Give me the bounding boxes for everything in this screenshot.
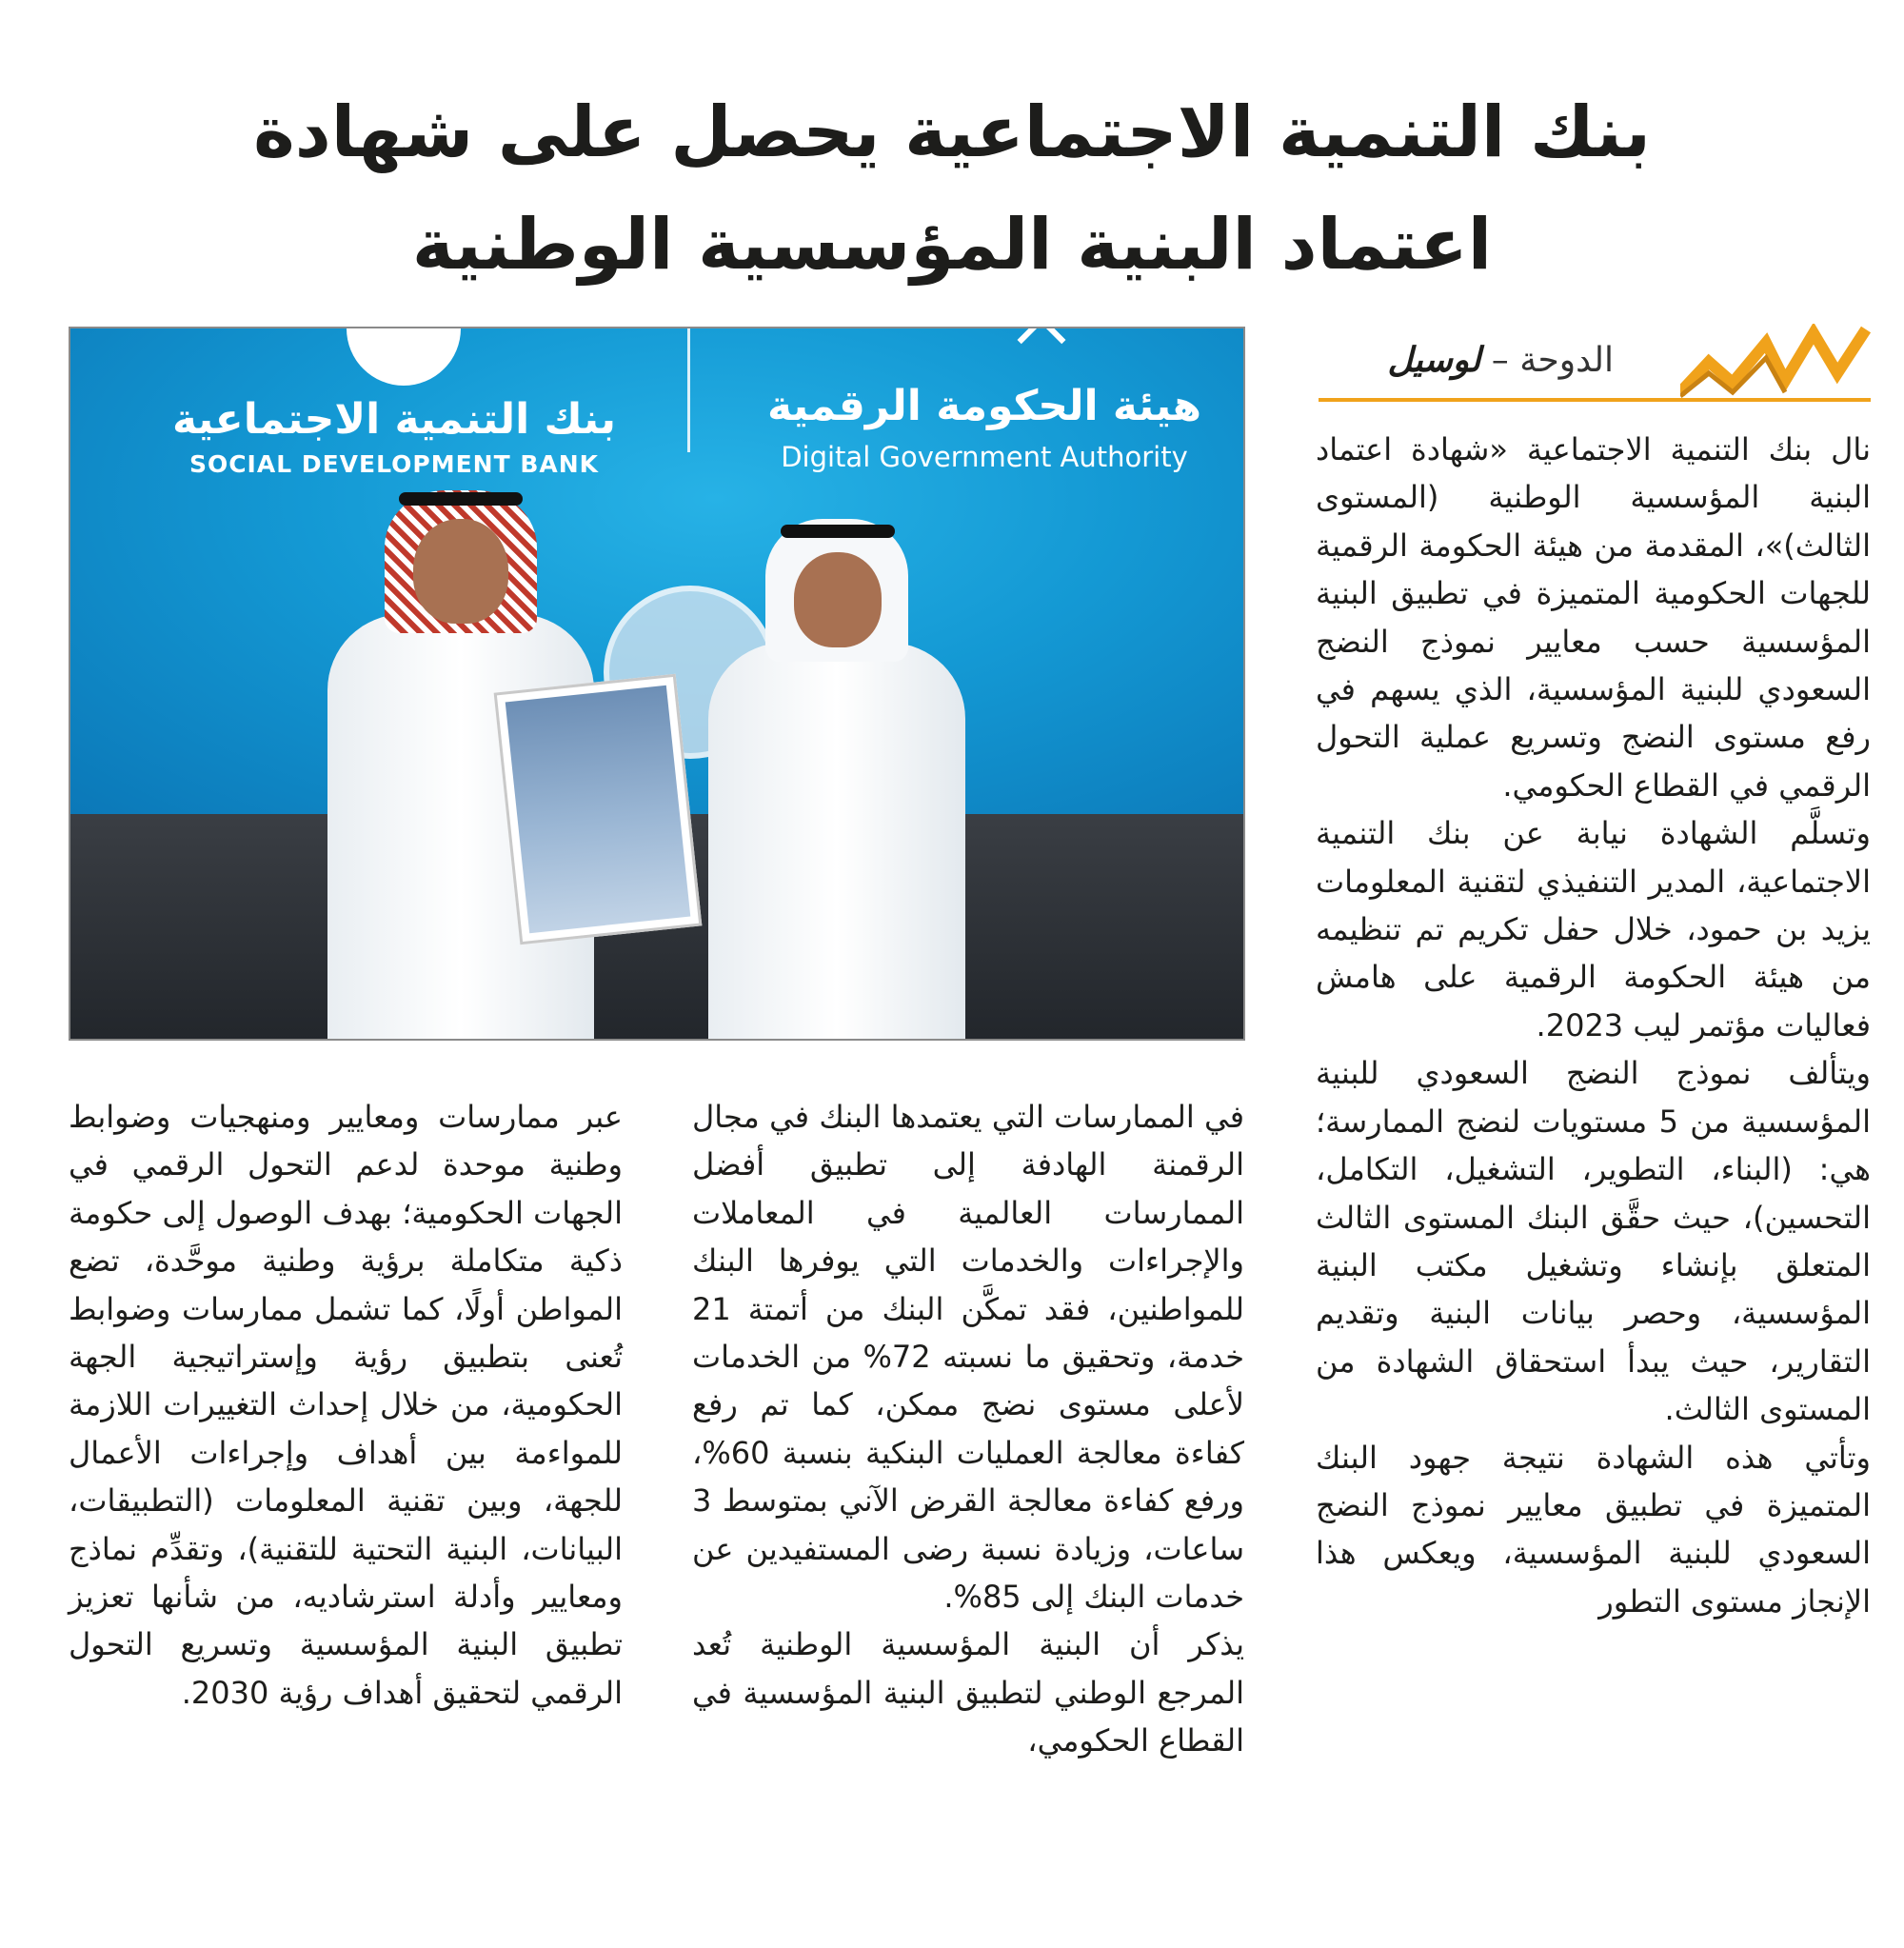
- source-line: [1319, 324, 1871, 402]
- dga-arabic-name: هيئة الحكومة الرقمية: [766, 382, 1202, 430]
- certificate-frame: [494, 674, 703, 945]
- paragraph: وتأتي هذه الشهادة نتيجة جهود البنك المتميزة في تطبيق معايير نموذج النضج السعودي للبنية المؤسسية، ويعكس هذا الإنجاز مستوى التطور: [1316, 1439, 1871, 1620]
- source-separator: –: [1480, 341, 1520, 380]
- article-column-middle: [692, 1093, 1244, 1765]
- source-label: [1319, 341, 1614, 380]
- paragraph: يذكر أن البنية المؤسسية الوطنية تُعد المرجع الوطني لتطبيق البنية المؤسسية في القطاع الحكومي،: [692, 1626, 1244, 1759]
- article-headline: [143, 76, 1761, 301]
- source-underline: [1319, 398, 1871, 402]
- source-brand: لوسيل: [1387, 341, 1481, 380]
- source-city: الدوحة: [1519, 341, 1614, 380]
- sdb-arabic-name: بنك التنمية الاجتماعية: [172, 395, 616, 444]
- paragraph: عبر ممارسات ومعايير ومنهجيات وضوابط وطنية موحدة لدعم التحول الرقمي في الجهات الحكومية؛ بهدف الوصول إلى حكومة ذكية متكاملة برؤية وطنية موحَّدة، تضع المواطن أولًا، كما تشمل ممارسات وضوابط تُعنى بتطبيق رؤية وإستراتيجية الجهة الحكومية، من خلال إحداث التغييرات اللازمة للمواءمة بين أهداف وإجراءات الأعمال للجهة، وبين تقنية المعلومات (التطبيقات، البيانات، البنية التحتية للتقنية)، وتقدِّم نماذج ومعايير وأدلة استرشاديه، من شأنها تعزيز تطبيق البنية المؤسسية وتسريع التحول الرقمي لتحقيق أهداف رؤية 2030.: [69, 1099, 623, 1711]
- sdb-english-name: SOCIAL DEVELOPMENT BANK: [188, 450, 600, 478]
- headline-line-2: اعتماد البنية المؤسسية الوطنية: [411, 204, 1493, 286]
- article-column-right: [1316, 426, 1871, 1625]
- paragraph: نال بنك التنمية الاجتماعية «شهادة اعتماد البنية المؤسسية الوطنية (المستوى الثالث)»، المقدمة من هيئة الحكومة الرقمية للجهات الحكومية المتميزة في تطبيق البنية المؤسسية حسب معايير نموذج النضج السعودي للبنية المؤسسية، الذي يسهم في رفع مستوى النضج وتسريع عملية التحول الرقمي في القطاع الحكومي.: [1316, 431, 1871, 804]
- wave-logo-icon: [1680, 324, 1871, 400]
- headline-line-1: بنك التنمية الاجتماعية يحصل على شهادة: [253, 91, 1651, 173]
- paragraph: وتسلَّم الشهادة نيابة عن بنك التنمية الاجتماعية، المدير التنفيذي لتقنية المعلومات يزيد بن حمود، خلال حفل تكريم تم تنظيمه من هيئة الحكومة الرقمية على هامش فعاليات مؤتمر ليب 2023.: [1316, 815, 1871, 1044]
- logo-divider: [687, 328, 690, 452]
- person-right: [699, 519, 975, 1041]
- article-column-left: [69, 1093, 623, 1717]
- article-photo: [69, 327, 1245, 1041]
- paragraph: ويتألف نموذج النضج السعودي للبنية المؤسسية من 5 مستويات لنضج الممارسة؛ هي: (البناء، التطوير، التشغيل، التكامل، التحسين)، حيث حقَّق البنك المستوى الثالث المتعلق بإنشاء وتشغيل مكتب البنية المؤسسية، وحصر بيانات البنية وتقديم التقارير، حيث يبدأ استحقاق الشهادة من المستوى الثالث.: [1316, 1055, 1872, 1428]
- dga-english-name: Digital Government Authority: [781, 441, 1188, 473]
- paragraph: في الممارسات التي يعتمدها البنك في مجال الرقمنة الهادفة إلى تطبيق أفضل الممارسات العالمية في المعاملات والإجراءات والخدمات التي يوفرها البنك للمواطنين، فقد تمكَّن البنك من أتمتة 21 خدمة، وتحقيق ما نسبته 72% من الخدمات لأعلى مستوى نضج ممكن، كما تم رفع كفاءة معالجة العمليات البنكية بنسبة 60%، ورفع كفاءة معالجة القرض الآني بمتوسط 3 ساعات، وزيادة نسبة رضى المستفيدين عن خدمات البنك إلى 85%.: [692, 1099, 1245, 1616]
